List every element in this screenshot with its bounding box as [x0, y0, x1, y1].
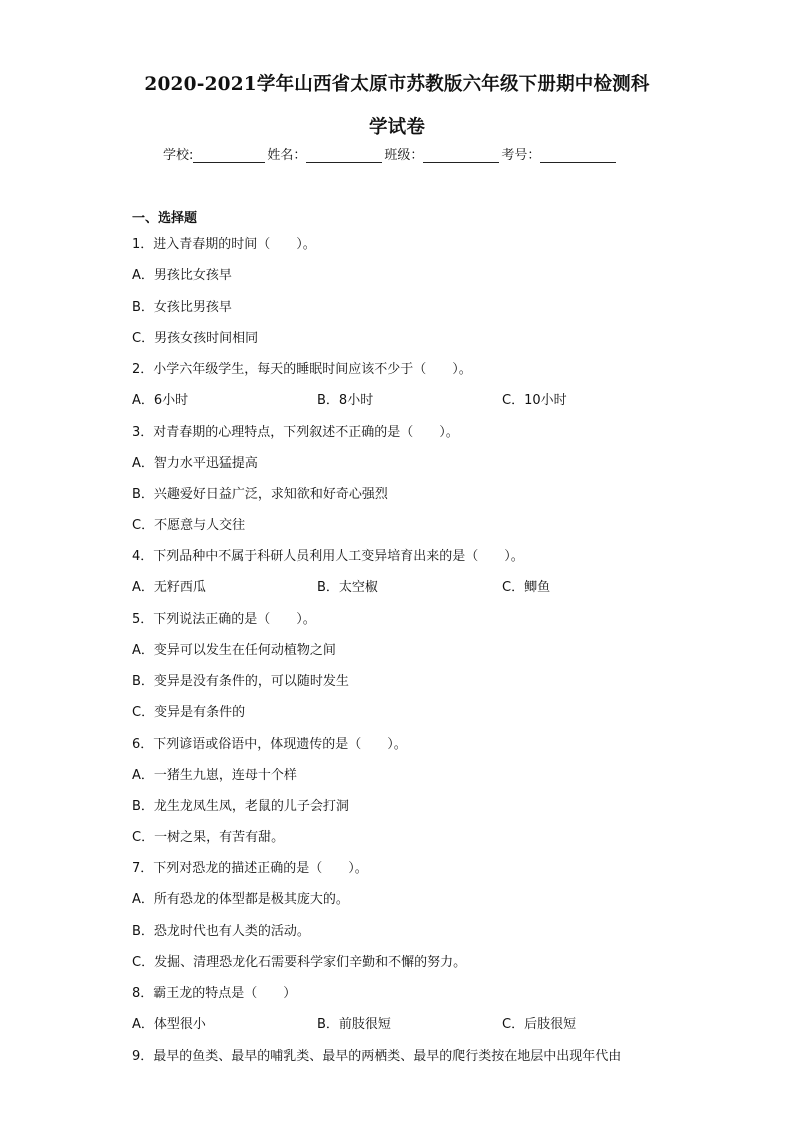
- number-label: 考号：: [501, 148, 541, 163]
- question-3-option-b: B．兴趣爱好日益广泛，求知欲和好奇心强烈: [132, 487, 388, 502]
- question-2-stem: 2．小学六年级学生，每天的睡眠时间应该不少于（ ）。: [132, 362, 472, 377]
- question-3-option-c: C．不愿意与人交往: [132, 518, 246, 533]
- question-8-option-a: A．体型很小: [132, 1017, 206, 1032]
- name-label: 姓名：: [267, 148, 307, 163]
- page-title-line-1: 2020-2021学年山西省太原市苏教版六年级下册期中检测科: [144, 74, 650, 95]
- question-7-option-c: C．发掘、清理恐龙化石需要科学家们辛勤和不懈的努力。: [132, 955, 467, 970]
- question-6-stem: 6．下列谚语或俗语中，体现遗传的是（ ）。: [132, 737, 407, 752]
- question-1-stem: 1．进入青春期的时间（ ）。: [132, 237, 316, 252]
- school-field: [163, 144, 267, 163]
- number-field: [501, 144, 618, 163]
- question-2-option-c: C．10小时: [502, 393, 567, 408]
- question-4-option-b: B．太空椒: [317, 580, 378, 595]
- question-8-option-c: C．后肢很短: [502, 1017, 577, 1032]
- student-info-row: [163, 144, 618, 163]
- name-blank[interactable]: [306, 148, 382, 163]
- question-5-stem: 5．下列说法正确的是（ ）。: [132, 612, 316, 627]
- question-9-stem: 9．最早的鱼类、最早的哺乳类、最早的两栖类、最早的爬行类按在地层中出现年代由: [132, 1049, 622, 1064]
- class-blank[interactable]: [423, 148, 499, 163]
- question-5-option-b: B．变异是没有条件的，可以随时发生: [132, 674, 349, 689]
- question-1-option-c: C．男孩女孩时间相同: [132, 331, 259, 346]
- question-7-option-a: A．所有恐龙的体型都是极其庞大的。: [132, 892, 349, 907]
- section-heading-choice: 一、选择题: [132, 211, 198, 226]
- question-1-option-a: A．男孩比女孩早: [132, 268, 232, 283]
- question-6-option-a: A．一猪生九崽，连母十个样: [132, 768, 297, 783]
- question-2-option-a: A．6小时: [132, 393, 189, 408]
- question-7-stem: 7．下列对恐龙的描述正确的是（ ）。: [132, 861, 368, 876]
- question-3-option-a: A．智力水平迅猛提高: [132, 456, 258, 471]
- page-title-line-2: 学试卷: [368, 117, 426, 138]
- question-4-option-c: C．鲫鱼: [502, 580, 551, 595]
- question-8-stem: 8．霸王龙的特点是（ ）: [132, 986, 297, 1001]
- question-8-option-b: B．前肢很短: [317, 1017, 391, 1032]
- question-5-option-a: A．变异可以发生在任何动植物之间: [132, 643, 336, 658]
- question-6-option-b: B．龙生龙凤生凤，老鼠的儿子会打洞: [132, 799, 349, 814]
- question-3-stem: 3．对青春期的心理特点，下列叙述不正确的是（ ）。: [132, 425, 459, 440]
- question-4-option-a: A．无籽西瓜: [132, 580, 206, 595]
- school-blank[interactable]: [193, 148, 265, 163]
- class-label: 班级：: [384, 148, 424, 163]
- question-4-stem: 4．下列品种中不属于科研人员利用人工变异培育出来的是（ ）。: [132, 549, 524, 564]
- class-field: [384, 144, 501, 163]
- question-5-option-c: C．变异是有条件的: [132, 705, 246, 720]
- question-2-option-b: B．8小时: [317, 393, 374, 408]
- question-7-option-b: B．恐龙时代也有人类的活动。: [132, 924, 310, 939]
- question-1-option-b: B．女孩比男孩早: [132, 300, 232, 315]
- school-label: 学校:: [163, 148, 194, 163]
- number-blank[interactable]: [540, 148, 616, 163]
- question-6-option-c: C．一树之果，有苦有甜。: [132, 830, 285, 845]
- name-field: [267, 144, 384, 163]
